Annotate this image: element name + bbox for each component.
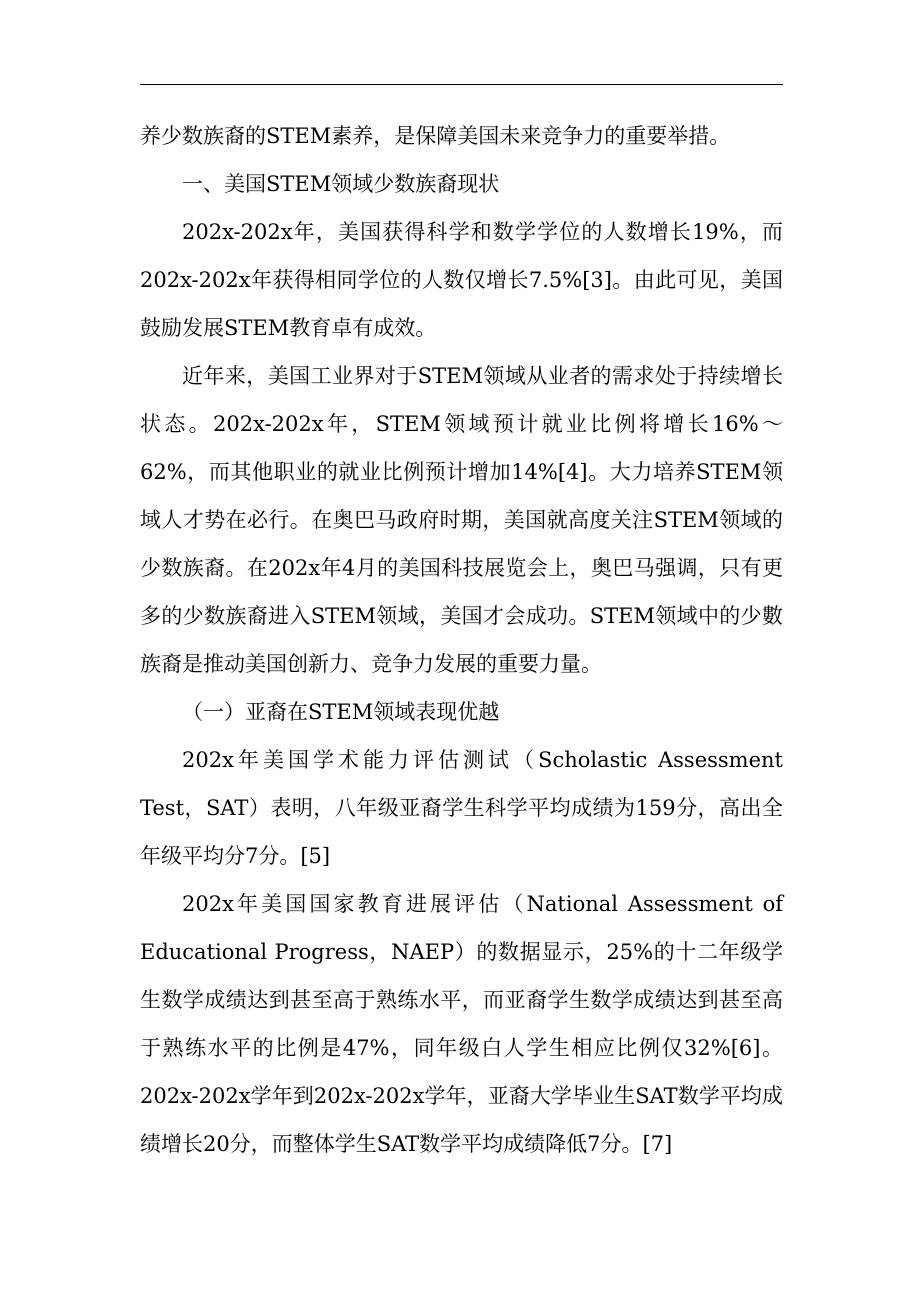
paragraph: 202x-202x年，美国获得科学和数学学位的人数增长19%，而202x-202x年获得相同学位的人数仅增长7.5%[3]。由此可见，美国鼓励发展STEM教育卓有成效。 xyxy=(140,220,783,340)
header-rule xyxy=(140,84,783,85)
paragraph: 202x年美国学术能力评估测试（Scholastic Assessment Test，SAT）表明，八年级亚裔学生科学平均成绩为159分，高出全年级平均分7分。[5] xyxy=(140,748,783,868)
section-heading: 一、美国STEM领域少数族裔现状 xyxy=(182,172,500,196)
paragraph: 近年来，美国工业界对于STEM领域从业者的需求处于持续增长状态。202x-202x年，STEM领域预计就业比例将增长16%～62%，而其他职业的就业比例预计增加14%[4]。大力培养STEM领域人才势在必行。在奥巴马政府时期，美国就高度关注STEM领域的少数族裔。在202x年4月的美国科技展览会上，奥巴马强调，只有更多的少数族裔进入STEM领域，美国才会成功。STEM领域中的少數族裔是推动美国创新力、竞争力发展的重要力量。 xyxy=(140,364,783,676)
paragraph: 202x年美国国家教育进展评估（National Assessment of Educational Progress，NAEP）的数据显示，25%的十二年级学生数学成绩达到甚至高于熟练水平，而亚裔学生数学成绩达到甚至高于熟练水平的比例是47%，同年级白人学生相应比例仅32%[6]。202x-202x学年到202x-202x学年，亚裔大学毕业生SAT数学平均成绩增长20分，而整体学生SAT数学平均成绩降低7分。[7] xyxy=(140,892,783,1156)
paragraph-continuation: 养少数族裔的STEM素养，是保障美国未来竞争力的重要举措。 xyxy=(140,124,731,148)
subsection-heading: （一）亚裔在STEM领域表现优越 xyxy=(182,700,500,724)
document-body xyxy=(140,112,783,1168)
